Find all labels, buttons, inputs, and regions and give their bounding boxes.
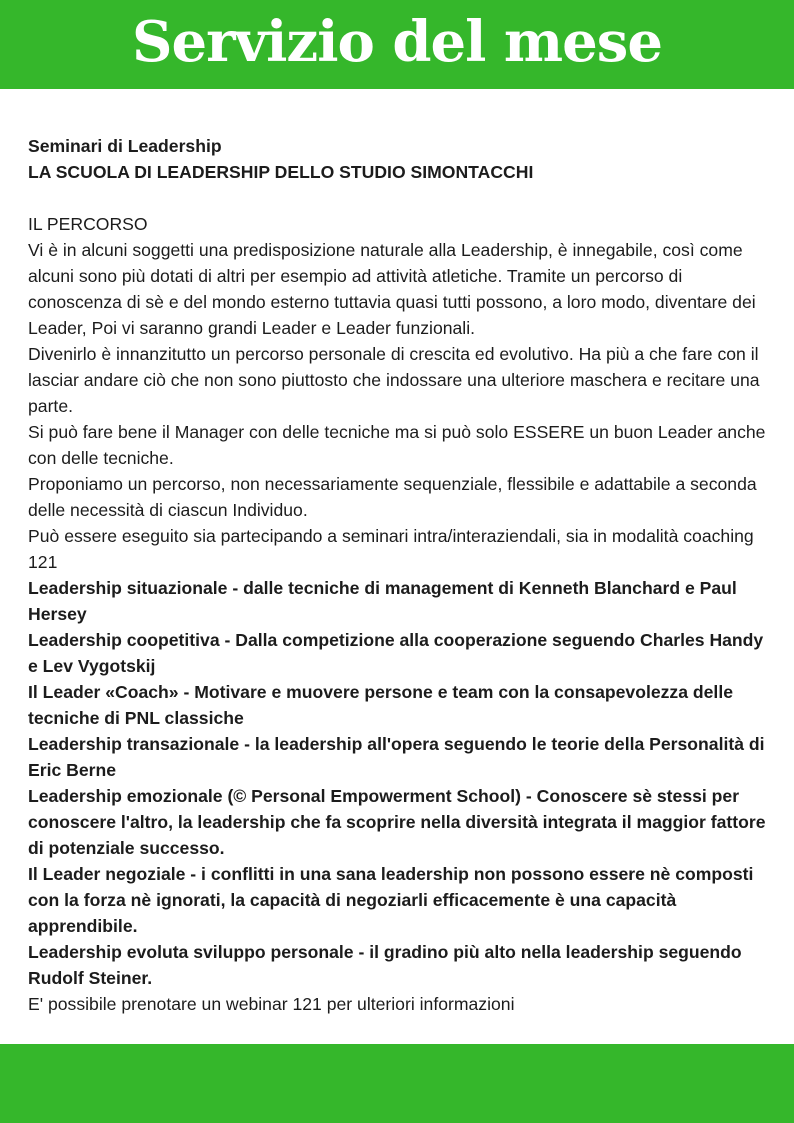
footer-banner [0, 1044, 794, 1123]
page-title: Servizio del mese [132, 8, 662, 75]
intro-paragraph: Proponiamo un percorso, non necessariamente sequenziale, flessibile e adattabile a seconda delle necessità di ciascun Individuo. [28, 474, 757, 520]
module-item: Leadership emozionale (© Personal Empowerment School) - Conoscere sè stessi per conoscere l'altro, la leadership che fa scoprire nella diversità integrata il maggior fattore di potenziale successo. [28, 786, 766, 858]
document-subtitle: Seminari di Leadership [28, 136, 222, 156]
document-body [28, 133, 772, 1017]
intro-paragraph: Divenirlo è innanzitutto un percorso personale di crescita ed evolutivo. Ha più a che fare con il lasciar andare ciò che non sono piuttosto che indossare una ulteriore maschera e recitare una parte. [28, 344, 760, 416]
module-item: Leadership coopetitiva - Dalla competizione alla cooperazione seguendo Charles Handy e Lev Vygotskij [28, 630, 764, 676]
intro-paragraph: Si può fare bene il Manager con delle tecniche ma si può solo ESSERE un buon Leader anche con delle tecniche. [28, 422, 766, 468]
section-heading: IL PERCORSO [28, 214, 148, 234]
module-item: Leadership situazionale - dalle tecniche di management di Kenneth Blanchard e Paul Hersey [28, 578, 737, 624]
closing-note: E' possibile prenotare un webinar 121 per ulteriori informazioni [28, 994, 515, 1014]
module-item: Leadership evoluta sviluppo personale - il gradino più alto nella leadership seguendo Rudolf Steiner. [28, 942, 742, 988]
school-title: LA SCUOLA DI LEADERSHIP DELLO STUDIO SIMONTACCHI [28, 162, 534, 182]
header-banner [0, 0, 794, 89]
module-item: Il Leader «Coach» - Motivare e muovere persone e team con la consapevolezza delle tecniche di PNL classiche [28, 682, 733, 728]
module-item: Leadership transazionale - la leadership all'opera seguendo le teorie della Personalità di Eric Berne [28, 734, 765, 780]
module-item: Il Leader negoziale - i conflitti in una sana leadership non possono essere nè composti con la forza nè ignorati, la capacità di negoziarli efficacemente è una capacità apprendibile. [28, 864, 754, 936]
spacer [28, 185, 772, 211]
intro-paragraph: Vi è in alcuni soggetti una predisposizione naturale alla Leadership, è innegabile, così come alcuni sono più dotati di altri per esempio ad attività atletiche. Tramite un percorso di conoscenza di sè e del mondo esterno tuttavia quasi tutti possono, a loro modo, diventare dei Leader, Poi vi saranno grandi Leader e Leader funzionali. [28, 240, 756, 338]
intro-paragraph: Può essere eseguito sia partecipando a seminari intra/interaziendali, sia in modalità coaching 121 [28, 526, 754, 572]
